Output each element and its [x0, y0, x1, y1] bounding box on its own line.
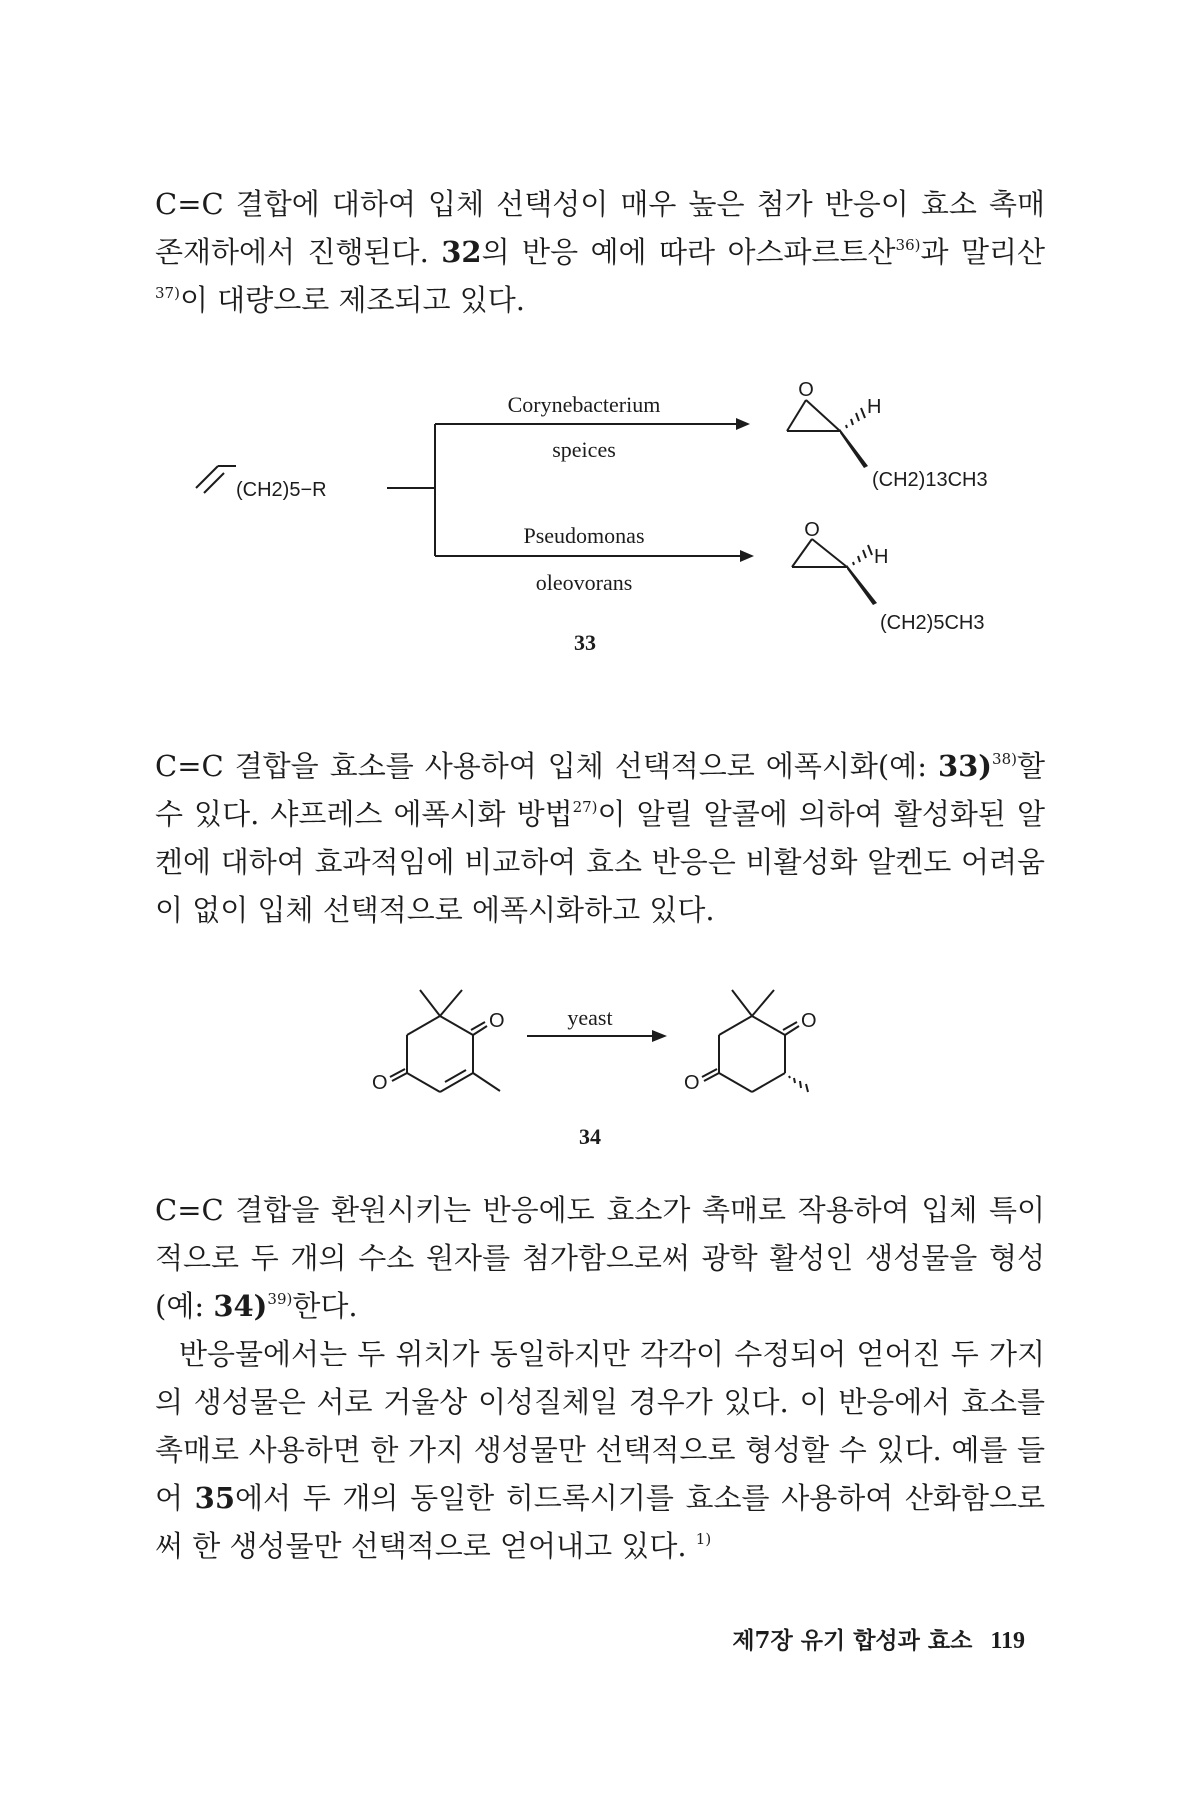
- p4-lead: 반응물에서는 두 위치가 동일하지만 각각이 수정되어 얻어진 두 가지의 생성물은 서로 거울상 이성질체일 경우가 있다. 이 반응에서 효소를 촉매로 사용하면 한 가지 생성물만 선택적으로 형성할 수 있다. 예를 들어: [155, 1337, 1045, 1515]
- p4-footnote-1: 1): [695, 1530, 712, 1548]
- page-number: 119: [990, 1628, 1025, 1654]
- upper-product-chain: (CH2)13CH3: [872, 469, 988, 491]
- p3-tail: 한다.: [292, 1289, 358, 1323]
- p1-footnote-36: 36): [895, 236, 921, 254]
- compound-label-33: 33: [574, 630, 596, 655]
- chapter-title: 제7장 유기 합성과 효소: [732, 1627, 973, 1654]
- p2-footnote-38: 38): [992, 750, 1017, 768]
- upper-product-hydrogen: H: [867, 396, 882, 418]
- p1-mid2: 과 말리산: [920, 235, 1045, 269]
- lower-product-chain: (CH2)5CH3: [880, 612, 985, 634]
- p2-lead: C=C 결합을 효소를 사용하여 입체 선택적으로 에폭시화(예:: [155, 749, 938, 783]
- compound-label-34: 34: [579, 1124, 601, 1149]
- upper-reagent-line1: Corynebacterium: [507, 392, 661, 417]
- p1-compound-ref: 32: [441, 235, 482, 269]
- reactant-substituent: (CH2)5−R: [236, 479, 327, 501]
- reactant-enone-oxygen: O: [372, 1072, 388, 1094]
- lower-reagent-line1: Pseudomonas: [523, 523, 645, 548]
- upper-reagent-line2: speices: [552, 437, 616, 462]
- page-footer: [690, 1622, 1025, 1655]
- yeast-reagent: yeast: [567, 1005, 613, 1030]
- upper-product-oxygen: O: [798, 379, 814, 401]
- p3-compound-ref: 34): [213, 1289, 268, 1323]
- enone-double-bond: [445, 1070, 466, 1082]
- p3-lead: C=C 결합을 환원시키는 반응에도 효소가 촉매로 작용하여 입체 특이적으로 두 개의 수소 원자를 첨가함으로써 광학 활성인 생성물을 형성(예:: [155, 1193, 1045, 1323]
- p2-tail: 이 알릴 알콜에 의하여 활성화된 알켄에 대하여 효과적임에 비교하여 효소 반응은 비활성화 알켄도 어려움이 없이 입체 선택적으로 에폭시화하고 있다.: [155, 797, 1045, 927]
- p1-mid1: 의 반응 예에 따라 아스파르트산: [481, 235, 896, 269]
- paragraph-3: [155, 1186, 1045, 1330]
- p2-mid1: 할 수 있다. 샤프레스 에폭시화 방법: [155, 749, 1045, 831]
- p1-tail: 이 대량으로 제조되고 있다.: [179, 283, 525, 317]
- p2-footnote-27: 27): [572, 798, 598, 816]
- lower-product-hydrogen: H: [874, 546, 889, 568]
- reactant-ketone-oxygen: O: [489, 1010, 505, 1032]
- p3-footnote-39: 39): [267, 1290, 293, 1308]
- product-left-oxygen: O: [684, 1072, 700, 1094]
- paragraph-4: [155, 1330, 1045, 1570]
- p2-compound-ref: 33): [937, 749, 993, 783]
- p1-footnote-37: 37): [155, 284, 180, 302]
- p1-lead: C=C 결합에 대하여 입체 선택성이 매우 높은 첨가 반응이 효소 촉매 존재하에서 진행된다.: [155, 187, 1045, 269]
- product-ketone-oxygen: O: [801, 1010, 817, 1032]
- p4-compound-ref: 35: [194, 1481, 236, 1515]
- lower-product-oxygen: O: [804, 519, 820, 541]
- lower-reagent-line2: oleovorans: [535, 570, 633, 595]
- p4-mid: 에서 두 개의 동일한 히드록시기를 효소를 사용하여 산화함으로써 한 생성물만 선택적으로 얻어내고 있다.: [155, 1481, 1045, 1563]
